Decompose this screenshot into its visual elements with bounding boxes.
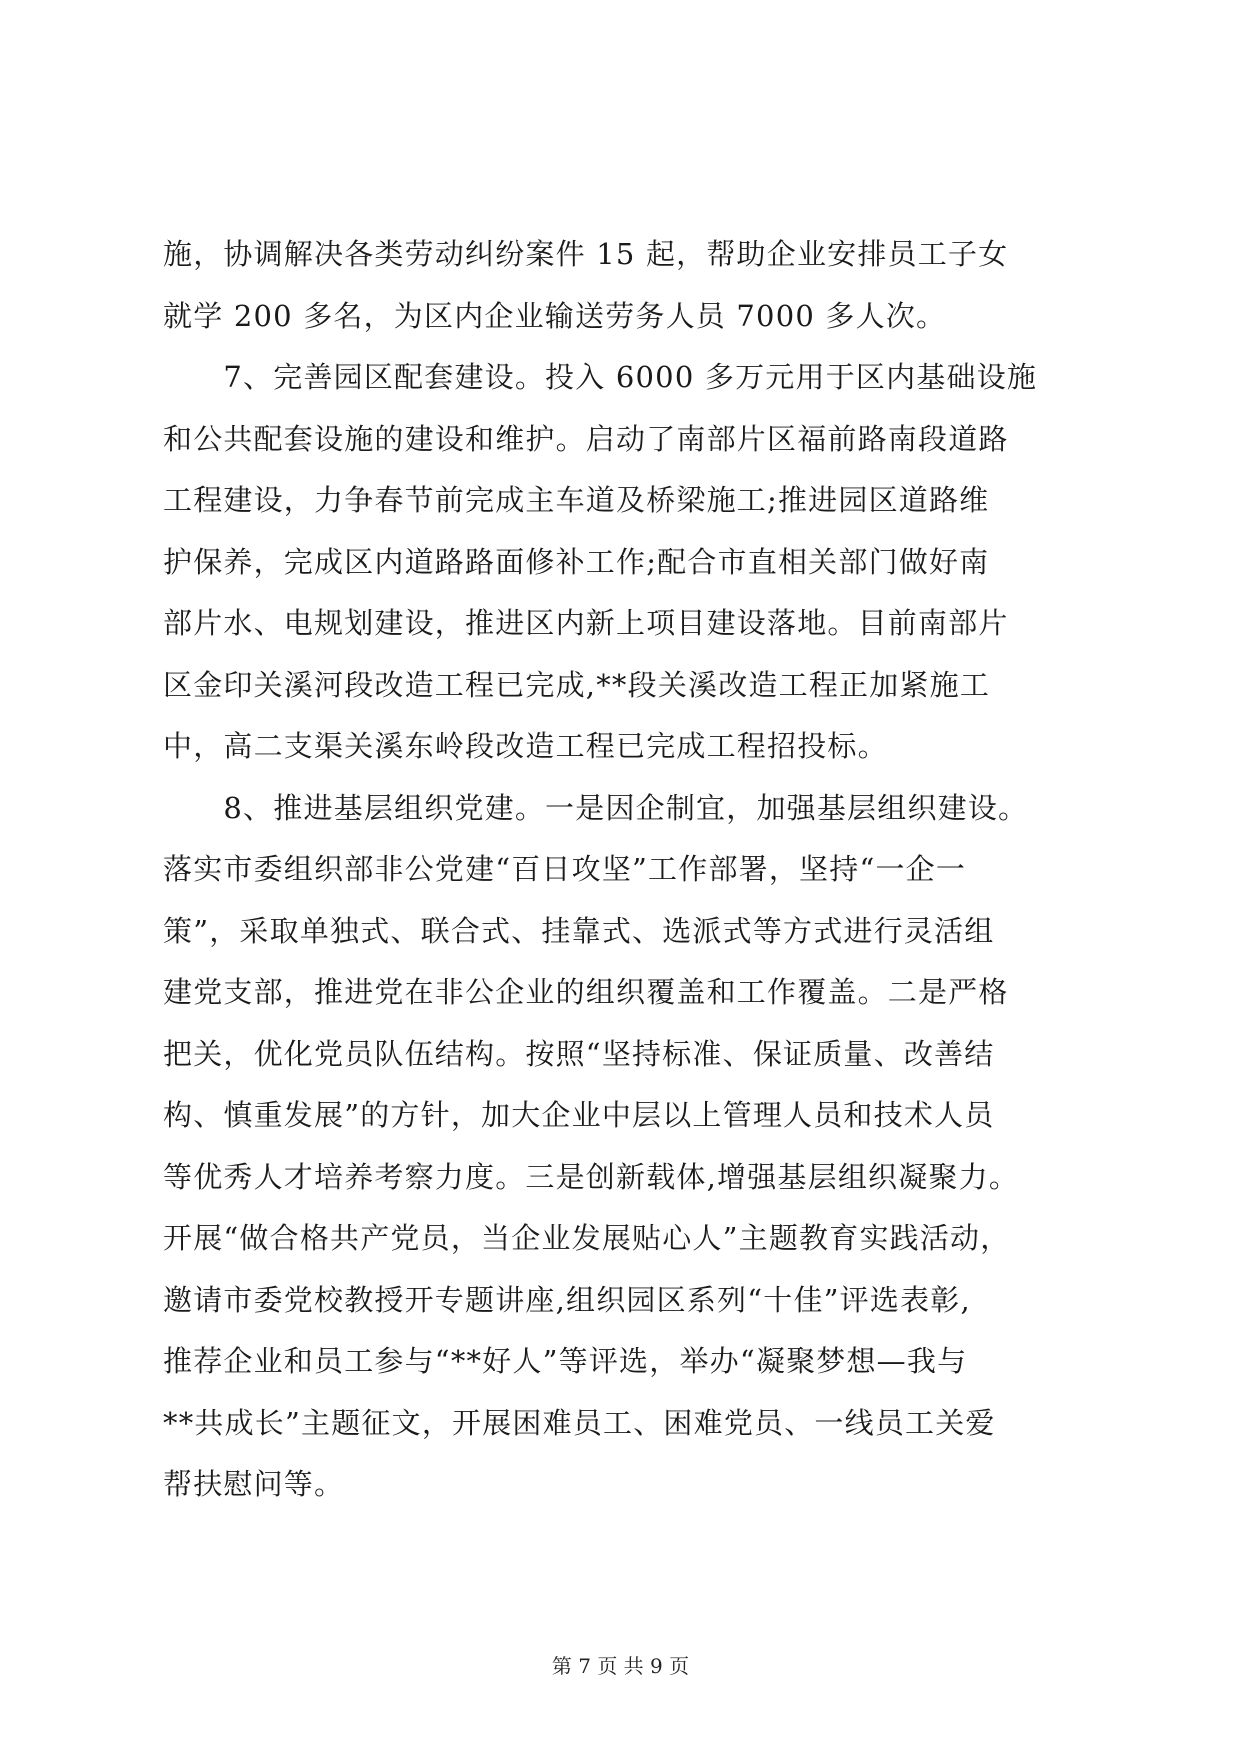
text-line: 施，协调解决各类劳动纠纷案件 15 起，帮助企业安排员工子女 (163, 237, 1009, 271)
text-line: 7、完善园区配套建设。投入 6000 多万元用于区内基础设施 (163, 360, 1038, 394)
text-line: 就学 200 多名，为区内企业输送劳务人员 7000 多人次。 (163, 298, 947, 333)
page-footer (0, 1652, 1241, 1680)
text-line: 帮扶慰问等。 (163, 1467, 345, 1501)
text-line: 部片水、电规划建设，推进区内新上项目建设落地。目前南部片 (163, 606, 1009, 640)
text-line: 落实市委组织部非公党建“百日攻坚”工作部署，坚持“一企一 (163, 852, 967, 886)
text-line: 策”，采取单独式、联合式、挂靠式、选派式等方式进行灵活组 (163, 913, 995, 948)
text-line: 邀请市委党校教授开专题讲座,组织园区系列“十佳”评选表彰, (163, 1282, 971, 1317)
text-line: 护保养，完成区内道路路面修补工作;配合市直相关部门做好南 (163, 544, 990, 579)
text-line: 中，高二支渠关溪东岭段改造工程已完成工程招投标。 (163, 729, 888, 763)
text-line: **共成长”主题征文，开展困难员工、困难党员、一线员工关爱 (163, 1405, 996, 1440)
text-line: 工程建设，力争春节前完成主车道及桥梁施工;推进园区道路维 (163, 483, 990, 517)
text-line: 开展“做合格共产党员，当企业发展贴心人”主题教育实践活动， (163, 1221, 1011, 1255)
text-line: 建党支部，推进党在非公企业的组织覆盖和工作覆盖。二是严格 (163, 975, 1009, 1009)
text-line: 区金印关溪河段改造工程已完成,**段关溪改造工程正加紧施工 (163, 667, 991, 702)
body-text (163, 224, 1078, 1516)
text-line: 构、慎重发展”的方针，加大企业中层以上管理人员和技术人员 (163, 1098, 995, 1132)
page-number: 第 7 页 共 9 页 (551, 1654, 690, 1678)
text-line: 和公共配套设施的建设和维护。启动了南部片区福前路南段道路 (163, 421, 1009, 456)
text-line: 推荐企业和员工参与“**好人”等评选，举办“凝聚梦想—我与 (163, 1344, 968, 1378)
text-line: 8、推进基层组织党建。一是因企制宜，加强基层组织建设。 (163, 790, 1029, 825)
text-line: 把关，优化党员队伍结构。按照“坚持标准、保证质量、改善结 (163, 1036, 995, 1071)
text-line: 等优秀人才培养考察力度。三是创新载体,增强基层组织凝聚力。 (163, 1159, 1020, 1194)
